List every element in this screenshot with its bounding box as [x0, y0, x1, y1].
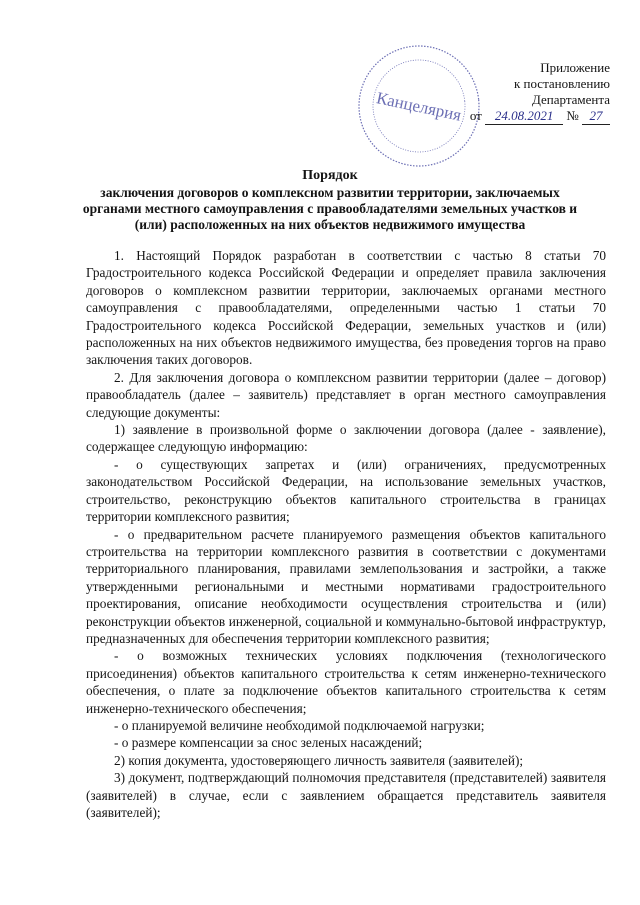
date-value: 24.08.2021 — [485, 108, 563, 125]
appendix-line-1: Приложение — [540, 60, 610, 75]
paragraph: - о предварительном расчете планируемого размещения объектов капитального строительства на территории комплексного развития в соответствии с документами территориального планирования, правилами землепользования и застройки, а также утвержденными региональными и местными нормативами градостроительного проектирования, описание необходимости осуществления строительства и (или) реконструкции объектов инженерной, социальной и коммунально-бытовой инфраструктур, предназначенных для обеспечения территории комплексного развития; — [86, 526, 606, 646]
paragraph: 2) копия документа, удостоверяющего личность заявителя (заявителей); — [114, 752, 524, 768]
paragraph: 1. Настоящий Порядок разработан в соответствии с частью 8 статьи 70 Градостроительного кодекса Российской Федерации и определяет правила заключения договоров о комплексном развитии территории, заключаемых органами местного самоуправления с правообладателями, определенными частью 1 статьи 70 Градостроительного кодекса Российской Федерации, земельных участков и (или) расположенных на них объектов недвижимого имущества, без проведения торгов на право заключения таких договоров. — [86, 248, 606, 368]
title-line-1: Порядок — [302, 168, 358, 183]
paragraph: 3) документ, подтверждающий полномочия представителя (представителей) заявителя (заявителей) в случае, если с заявлением обращается представитель заявителя (заявителей); — [86, 770, 606, 820]
number-prefix: № — [566, 108, 579, 123]
document-body — [86, 247, 606, 821]
appendix-line-2: к постановлению — [513, 76, 610, 91]
paragraph: - о размере компенсации за снос зеленых насаждений; — [114, 735, 423, 751]
paragraph: - о планируемой величине необходимой подключаемой нагрузки; — [114, 717, 485, 733]
appendix-line-3: Департамента — [531, 92, 610, 107]
title-line-2: заключения договоров о комплексном развитии территории, заключаемых органами местного самоуправления с правообладателями земельных участков и (или) расположенных на них объектов недвижимого имущества — [82, 185, 578, 232]
appendix-date-row — [460, 108, 610, 125]
paragraph: - о возможных технических условиях подключения (технологического присоединения) объектов капитального строительства к сетям инженерно-технического обеспечения, о плате за подключение объектов капитального строительства к сетям инженерно-технического обеспечения; — [86, 648, 606, 716]
date-prefix: от — [469, 108, 482, 123]
number-value: 27 — [582, 108, 610, 125]
appendix-block — [460, 60, 610, 125]
paragraph: 2. Для заключения договора о комплексном развитии территории (далее – договор) правообладатель (далее – заявитель) представляет в орган местного самоуправления следующие документы: — [86, 369, 606, 420]
paragraph: 1) заявление в произвольной форме о заключении договора (далее - заявление), содержащее следующую информацию: — [86, 422, 606, 455]
stamp-text: Канцелярия — [374, 88, 463, 125]
paragraph: - о существующих запретах и (или) ограничениях, предусмотренных законодательством Российской Федерации, на использование земельных участков, строительство, реконструкцию объектов капитального строительства в границах территории комплексного развития; — [86, 456, 606, 525]
document-title — [70, 168, 590, 233]
